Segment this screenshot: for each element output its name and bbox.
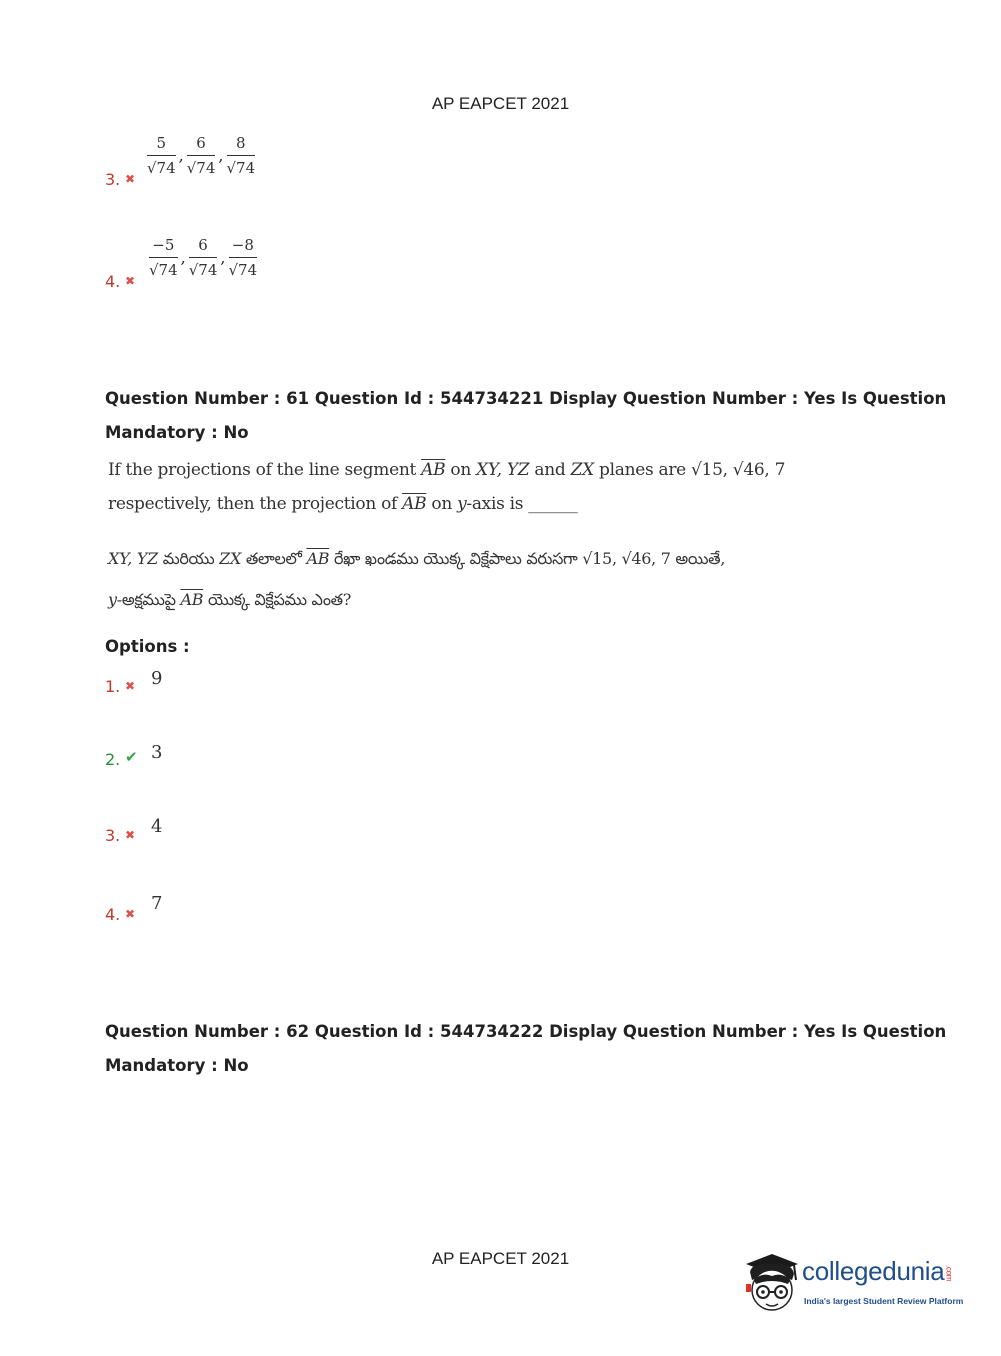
question-61-header-line1: Question Number : 61 Question Id : 544734221 Display Question Number : Yes Is Question (105, 389, 947, 408)
wrong-mark-icon: ✖ (125, 907, 136, 921)
fraction-list: $\frac{5}{√74}$ , $\frac{6}{√74}$ , $\frac{8}{√74}$ (147, 134, 256, 177)
question-61-text-en-line2: respectively, then the projection of $\overline{AB}$ on y-axis is ______ (108, 494, 578, 514)
collegedunia-logo (742, 1250, 972, 1318)
option-number: 2. (105, 750, 121, 769)
question-61-text-te-line2: y-అక్షముపై $\overline{AB}$ యొక్క విక్షేపము ఎంత? (108, 590, 352, 609)
option-number: 4. (105, 905, 121, 924)
fraction: $\frac{-5}{√74}$ (149, 236, 178, 279)
logo-suffix: .com (944, 1265, 954, 1282)
option-number: 1. (105, 677, 121, 696)
question-62-header-line2: Mandatory : No (105, 1056, 249, 1075)
fraction: $\frac{6}{√74}$ (188, 236, 218, 279)
logo-tagline: India's largest Student Review Platform (804, 1296, 964, 1306)
option-value: 3 (151, 742, 163, 763)
option-value: 4 (151, 816, 163, 837)
page-header: AP EAPCET 2021 (431, 94, 570, 113)
fraction: $\frac{-8}{√74}$ (228, 236, 258, 279)
question-61-text-en-line1: If the projections of the line segment $\overline{AB}$ on XY, YZ and ZX planes are √15, √46, 7 (108, 460, 786, 480)
fraction: $\frac{5}{√74}$ (147, 134, 176, 177)
options-label: Options : (105, 637, 190, 656)
question-61-header-line2: Mandatory : No (105, 423, 249, 442)
option-number: 3. (105, 826, 121, 845)
fraction: $\frac{8}{√74}$ (226, 134, 256, 177)
question-61-text-te-line1: XY, YZ మరియు ZX తలాలలో $\overline{AB}$ రేఖా ఖండము యొక్క విక్షేపాలు వరుసగా √15, √46, 7 అయితే, (108, 549, 726, 568)
page-footer: AP EAPCET 2021 (431, 1249, 570, 1268)
logo-name: collegedunia (802, 1256, 945, 1286)
wrong-mark-icon: ✖ (125, 172, 136, 186)
fraction-list: $\frac{-5}{√74}$ , $\frac{6}{√74}$ , $\frac{-8}{√74}$ (149, 236, 258, 279)
fraction: $\frac{6}{√74}$ (186, 134, 216, 177)
question-62-header-line1: Question Number : 62 Question Id : 544734222 Display Question Number : Yes Is Question (105, 1022, 947, 1041)
option-value: 7 (151, 893, 163, 914)
option-value: 9 (151, 668, 163, 689)
option-number: 4. (105, 272, 121, 291)
student-mascot-icon (742, 1250, 802, 1316)
option-number: 3. (105, 170, 121, 189)
wrong-mark-icon: ✖ (125, 679, 136, 693)
correct-check-icon: ✔ (125, 748, 138, 766)
wrong-mark-icon: ✖ (125, 274, 136, 288)
wrong-mark-icon: ✖ (125, 828, 136, 842)
